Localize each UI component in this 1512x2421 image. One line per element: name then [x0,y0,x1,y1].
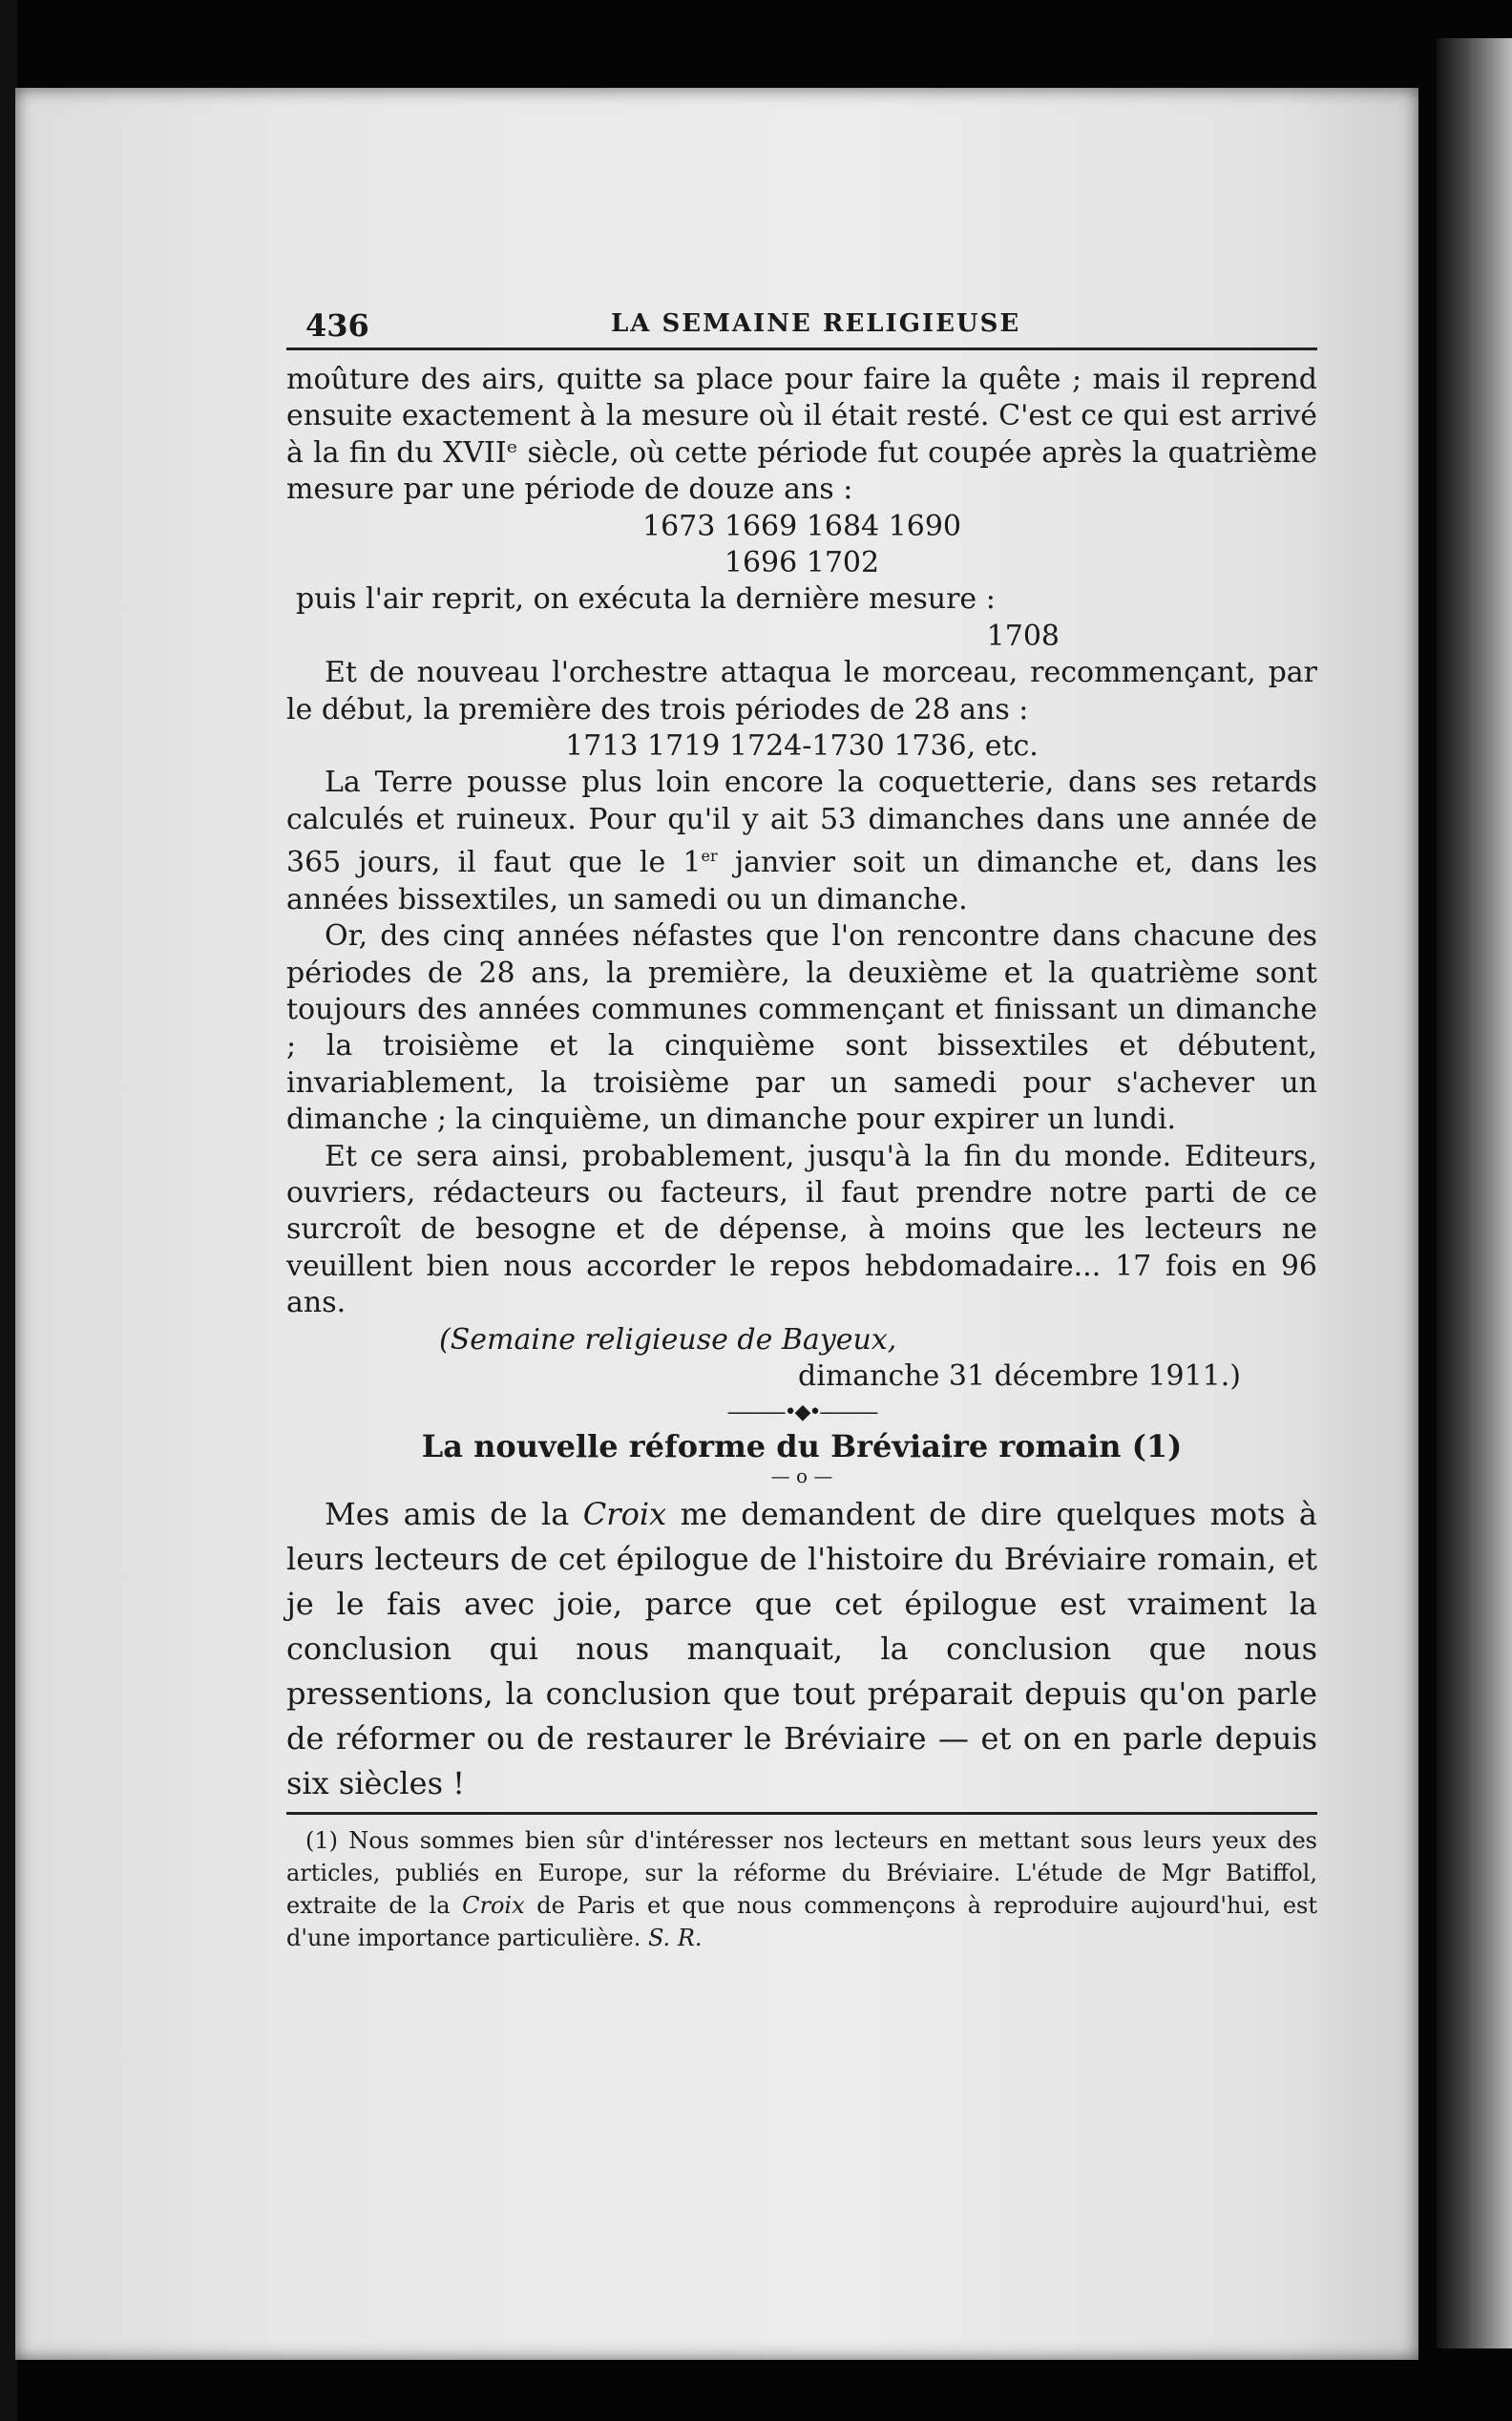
footnote-croix: Croix [462,1892,525,1920]
article-text-b: me demandent de dire quelques mots à leurs lecteurs de cet épilogue de l'histoire du Bréviaire romain, et je le fais avec joie, parce que cet épilogue est vraiment la conclusion qui nous manquait, la conclusion que nous pressentions, la conclusion que tout préparait depuis qu'on parle de réformer ou de restaurer le Bréviaire — et on en parle depuis six siècles ! [286,1496,1318,1802]
paragraph-1: moûture des airs, quitte sa place pour faire la quête ; mais il reprend ensuite exactement à la mesure où il était resté. C'est ce qui est arrivé à la fin du XVIIᵉ siècle, où cette période fut coupée après la quatrième mesure par une période de douze ans : [286,363,1317,507]
footnote-rule [286,1812,1317,1815]
years-line-3: 1713 1719 1724-1730 1736, etc. [565,729,1039,764]
article-title: La nouvelle réforme du Bréviaire romain (1) [421,1428,1183,1465]
paragraph-4 [286,765,1317,918]
footnote-text-a: (1) Nous sommes bien sûr d'intéresser nos lecteurs en mettant sous leurs yeux des articles, publiés en Europe, sur la réforme du Bréviaire. L'étude de Mgr Batiffol, extraite de la [286,1827,1317,1920]
paragraph-6: Et ce sera ainsi, probablement, jusqu'à la fin du monde. Editeurs, ouvriers, rédacteurs ou facteurs, il faut prendre notre parti de ce surcroît de besogne et de dépense, à moins que les lecteurs ne veuillent bien nous accorder le repos hebdomadaire... 17 fois en 96 ans. [286,1139,1317,1320]
facing-page-edge [1437,38,1512,2348]
paragraph-5: Or, des cinq années néfastes que l'on rencontre dans chacune des périodes de 28 ans, la première, la deuxième et la quatrième sont toujours des années communes commençant et finissant un dimanche ; la troisième et la cinquième sont bissextiles et débutent, invariablement, la troisième par un samedi pour s'achever un dimanche ; la cinquième, un dimanche pour expirer un lundi. [286,919,1317,1137]
footnote-signature: S. R. [647,1925,703,1952]
footnote [286,1824,1317,1954]
paragraph-3: Et de nouveau l'orchestre attaqua le morceau, recommençant, par le début, la première des trois périodes de 28 ans : [286,656,1317,726]
page-text-block [286,305,1317,1954]
years-line-1: 1673 1669 1684 1690 [642,509,961,543]
article-section-mark: — o — [770,1464,833,1488]
croix-title: Croix [582,1496,667,1533]
article-text-a: Mes amis de la [325,1496,583,1533]
year-1708: 1708 [986,619,1060,653]
source-citation: (Semaine religieuse de Bayeux, [439,1322,897,1357]
footnote-text-b: de Paris et que nous commençons à reproduire aujourd'hui, est d'une importance particulière. [286,1892,1318,1952]
paragraph-4-text-b: janvier soit un dimanche et, dans les années bissextiles, un samedi ou un dimanche. [286,846,1317,916]
running-head [286,305,1317,350]
paragraph-4-text-a: La Terre pousse plus loin encore la coquetterie, dans ses retards calculés et ruineux. Pour qu'il y ait 53 dimanches dans une année de 365 jours, il faut que le 1 [286,766,1317,880]
section-ornament: ———•◆•——— [726,1400,877,1425]
article-paragraph-1 [286,1492,1317,1806]
paragraph-2: puis l'air reprit, on exécuta la dernière mesure : [296,582,996,617]
source-date: dimanche 31 décembre 1911.) [798,1358,1241,1393]
journal-title: LA SEMAINE RELIGIEUSE [611,309,1021,338]
years-line-2: 1696 1702 [724,546,880,580]
page-number: 436 [305,307,369,344]
superscript-er: er [701,847,718,866]
